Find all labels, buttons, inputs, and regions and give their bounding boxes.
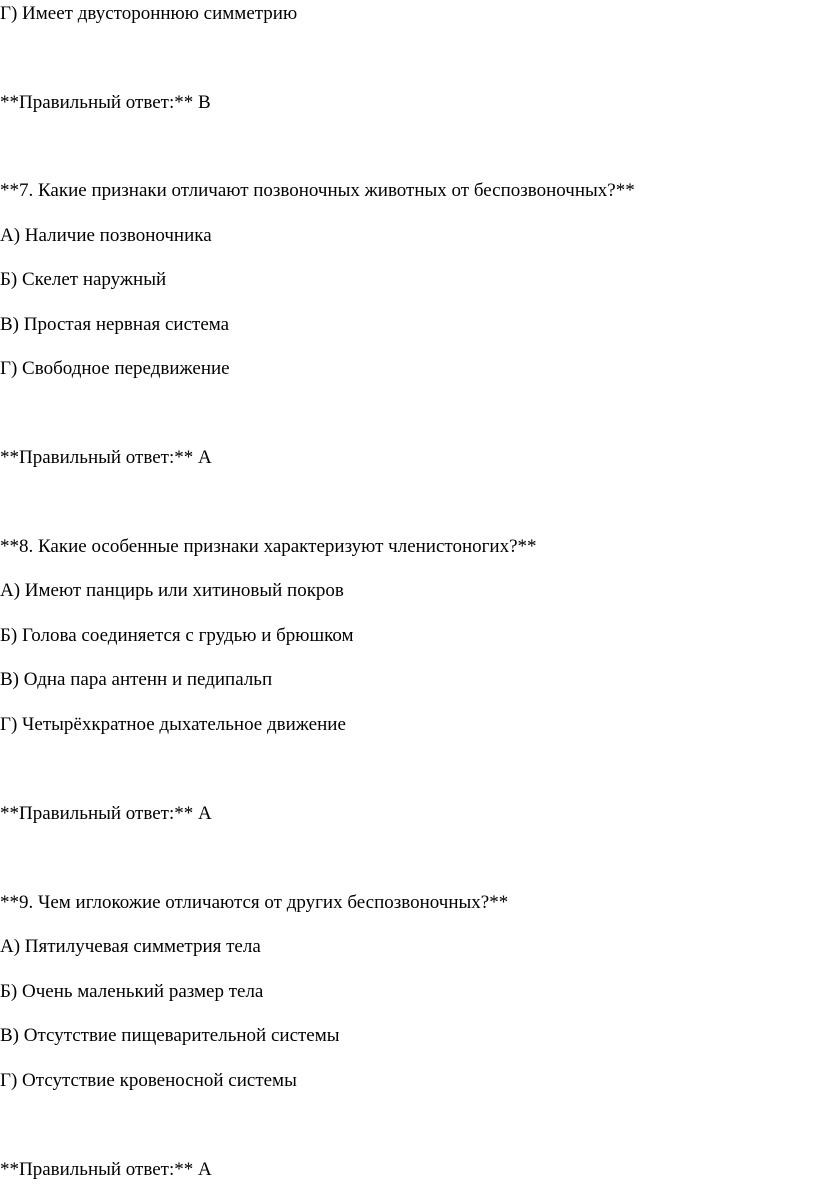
- correct-answer-q7: **Правильный ответ:** А: [0, 447, 212, 468]
- answer-option-a-q8: А) Имеют панцирь или хитиновый покров: [0, 580, 344, 601]
- answer-option-v-q7: В) Простая нервная система: [0, 314, 230, 335]
- answer-option-v-q9: В) Отсутствие пищеварительной системы: [0, 1025, 340, 1046]
- correct-answer-q8: **Правильный ответ:** А: [0, 803, 212, 824]
- question-7: **7. Какие признаки отличают позвоночных животных от беспозвоночных?**: [0, 180, 635, 201]
- correct-answer-q6: **Правильный ответ:** В: [0, 92, 211, 113]
- answer-option-v-q8: В) Одна пара антенн и педипальп: [0, 669, 273, 690]
- question-9: **9. Чем иглокожие отличаются от других беспозвоночных?**: [0, 892, 509, 913]
- answer-option-g-q6: Г) Имеет двустороннюю симметрию: [0, 3, 298, 24]
- answer-option-g-q7: Г) Свободное передвижение: [0, 358, 230, 379]
- correct-answer-q9: **Правильный ответ:** А: [0, 1159, 212, 1180]
- answer-option-a-q7: А) Наличие позвоночника: [0, 225, 212, 246]
- answer-option-g-q8: Г) Четырёхкратное дыхательное движение: [0, 714, 346, 735]
- answer-option-b-q7: Б) Скелет наружный: [0, 269, 167, 290]
- question-8: **8. Какие особенные признаки характеризуют членистоногих?**: [0, 536, 537, 557]
- answer-option-a-q9: А) Пятилучевая симметрия тела: [0, 936, 261, 957]
- answer-option-g-q9: Г) Отсутствие кровеносной системы: [0, 1070, 297, 1091]
- answer-option-b-q8: Б) Голова соединяется с грудью и брюшком: [0, 625, 354, 646]
- answer-option-b-q9: Б) Очень маленький размер тела: [0, 981, 264, 1002]
